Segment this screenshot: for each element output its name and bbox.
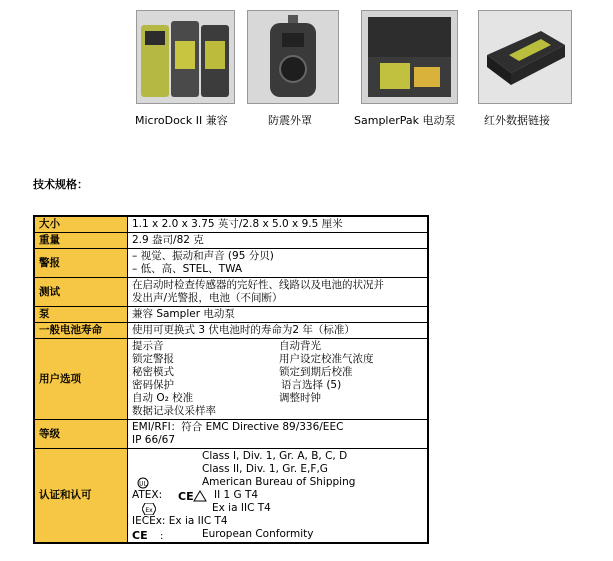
option-item: 锁定到期后校准 [279,366,353,378]
option-item: 自动背光 [279,340,321,352]
spec-value: 2.9 盎司/82 克 [128,233,429,249]
spec-label: 测试 [34,278,128,307]
spec-label: 一般电池寿命 [34,323,128,339]
ce-ex-mark-icon [178,490,214,502]
table-row [34,420,428,449]
cert-line: IECEx: Ex ia IIC T4 [132,515,228,527]
spec-value: 使用可更换式 3 伏电池时的寿命为2 年（标准） [128,323,429,339]
svg-text:UL: UL [139,480,147,487]
spec-label: 大小 [34,216,128,233]
option-item: 锁定警报 [132,353,174,365]
table-row [34,339,428,420]
product-caption: 红外数据链接 [484,114,550,127]
spec-label: 等级 [34,420,128,449]
ir-link-photo [478,10,572,104]
spec-value: 1.1 x 2.0 x 3.75 英寸/2.8 x 5.0 x 9.5 厘米 [128,216,429,233]
spec-value [128,249,429,278]
samplerpak-photo [361,10,458,104]
ce-mark-icon [132,529,202,541]
option-item: 自动 O₂ 校准 [132,392,194,404]
section-heading: 技术规格： [33,178,88,191]
table-row [34,249,428,278]
product-caption: 防震外罩 [268,114,312,127]
product-caption: SamplerPak 电动泵 [354,114,456,127]
user-options-grid [132,340,423,418]
protective-case-photo [247,10,339,104]
table-row [34,323,428,339]
spec-line: IP 66/67 [132,434,176,446]
table-row [34,233,428,249]
svg-text:CE: CE [132,528,148,541]
spec-line: – 视觉、振动和声音 (95 分贝) [132,250,274,262]
spec-value [128,278,429,307]
spec-line: – 低、高、STEL、TWA [132,263,243,275]
spec-label: 用户选项 [34,339,128,420]
spec-label: 重量 [34,233,128,249]
spec-line: 在启动时检查传感器的完好性、线路以及电池的状况并 [132,279,384,291]
spec-line: EMI/RFI：符合 EMC Directive 89/336/EEC [132,421,344,433]
option-item: 语言选择 (5) [281,379,342,391]
product-caption: MicroDock II 兼容 [135,114,228,127]
table-row [34,449,428,544]
spec-label: 泵 [34,307,128,323]
ex-hex-icon [132,503,212,515]
spec-line: 发出声/光警报，电池（不间断） [132,292,283,304]
cert-line: Ex Ex ia IIC T4 [132,502,423,515]
svg-text:CE: CE [178,489,194,502]
spec-value: 兼容 Sampler 电动泵 [128,307,429,323]
option-item: 秘密模式 [132,366,174,378]
spec-value [128,339,429,420]
ul-mark-icon [132,477,202,489]
option-item: 提示音 [132,340,164,352]
cert-line: Class II, Div. 1, Gr. E,F,G [202,463,328,475]
cert-line: ATEX: CE II 1 G T4 [132,489,259,502]
spec-label: 警报 [34,249,128,278]
option-item: 密码保护 [132,379,174,391]
option-item: 数据记录仪采样率 [132,405,216,417]
spec-value [128,449,429,544]
option-item: 用户设定校准气浓度 [279,353,374,365]
microdock-photo [136,10,235,104]
cert-line: Class I, Div. 1, Gr. A, B, C, D [202,450,348,462]
table-row [34,278,428,307]
spec-value [128,420,429,449]
option-item: 调整时钟 [279,392,321,404]
svg-text:Ex: Ex [145,506,153,514]
spec-label: 认证和认可 [34,449,128,544]
svg-text::: : [160,530,164,541]
table-row [34,307,428,323]
cert-line: UL American Bureau of Shipping [132,476,423,489]
spec-table [33,215,429,544]
table-row [34,216,428,233]
cert-line: CE : European Conformity [132,528,314,541]
